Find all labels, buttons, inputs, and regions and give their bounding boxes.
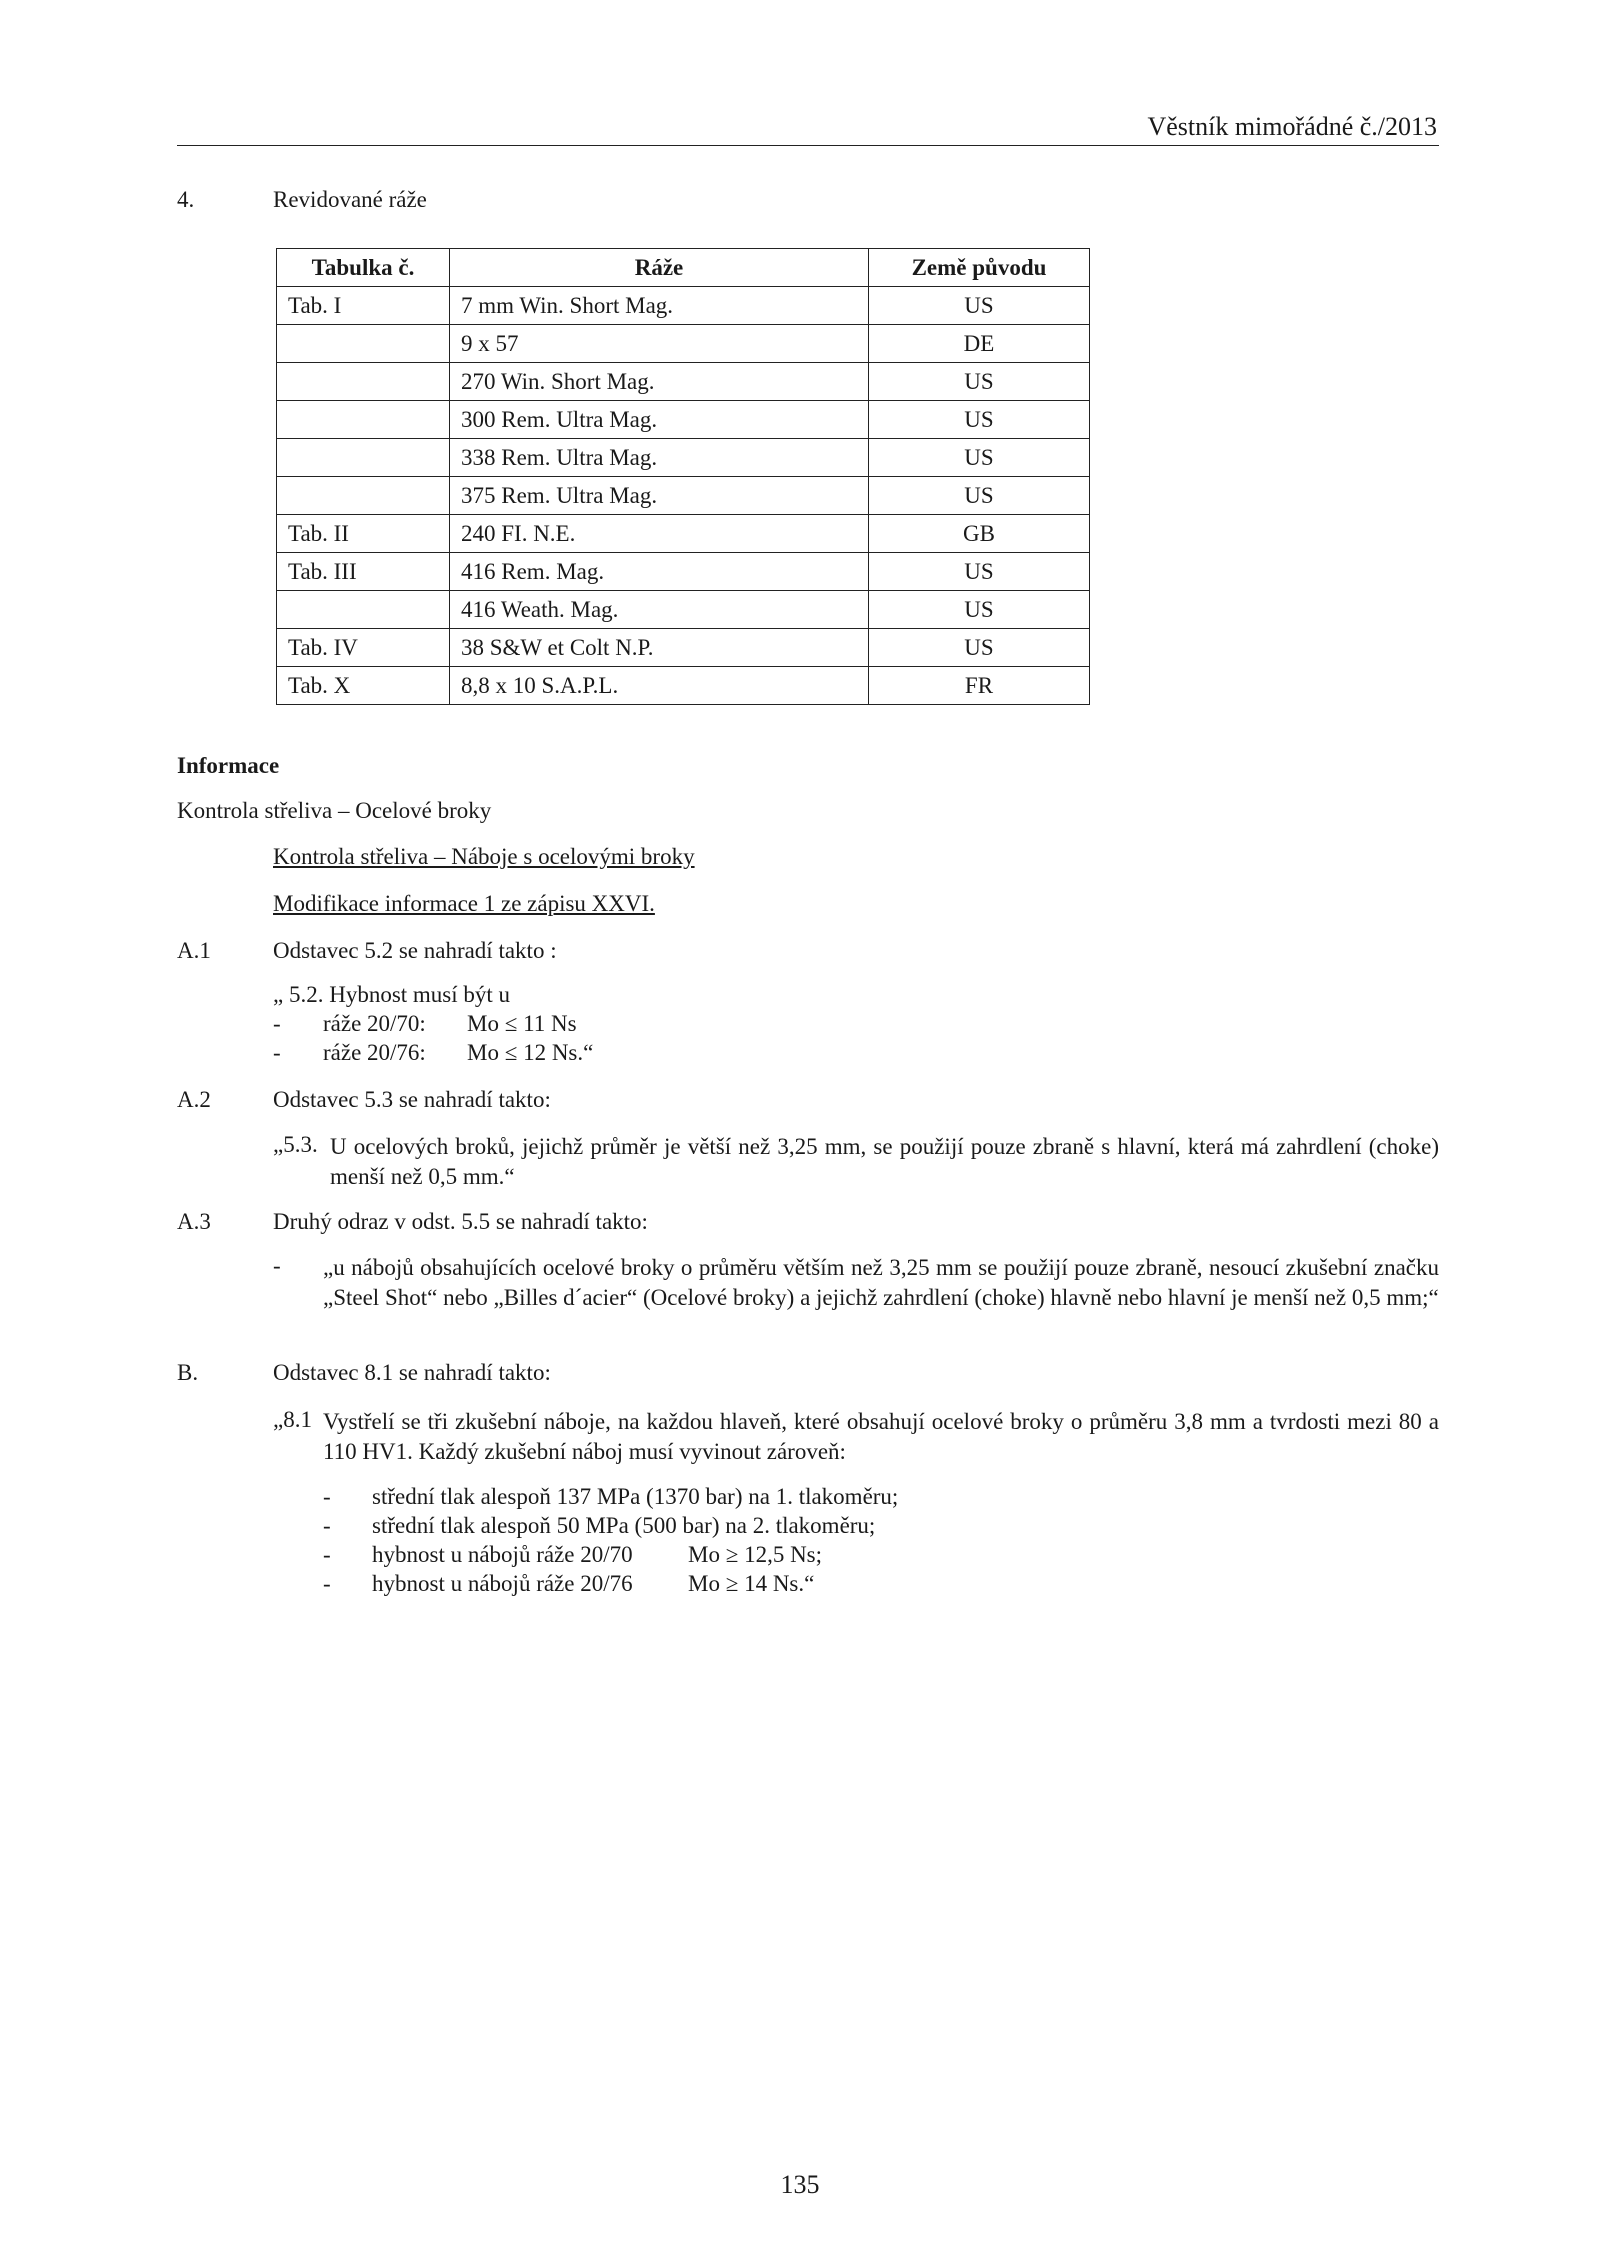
- a2-label: A.2: [177, 1087, 211, 1112]
- cell-calibre: 416 Rem. Mag.: [450, 553, 869, 591]
- table-row: [277, 667, 1090, 705]
- a3-text: Druhý odraz v odst. 5.5 se nahradí takto:: [273, 1209, 648, 1234]
- cell-calibre: 7 mm Win. Short Mag.: [450, 287, 869, 325]
- a2-quote-text: U ocelových broků, jejichž průměr je větší než 3,25 mm, se použijí pouze zbraně s hlavní, která má zahrdlení (choke) menší než 0,5 mm.“: [330, 1134, 1439, 1189]
- a2-text: Odstavec 5.3 se nahradí takto:: [273, 1087, 551, 1112]
- cell-calibre: 240 FI. N.E.: [450, 515, 869, 553]
- a1-value: Mo ≤ 12 Ns.“: [467, 1040, 594, 1065]
- cell-table-no: [277, 325, 450, 363]
- a1-quote-line: „ 5.2. Hybnost musí být u: [273, 982, 511, 1007]
- cell-country: US: [869, 477, 1090, 515]
- b-item-text: střední tlak alespoň 50 MPa (500 bar) na 2. tlakoměru;: [372, 1513, 876, 1538]
- cell-country: US: [869, 553, 1090, 591]
- cell-table-no: [277, 439, 450, 477]
- b-label: B.: [177, 1360, 199, 1385]
- table-row: [277, 401, 1090, 439]
- table-row: [277, 477, 1090, 515]
- cell-calibre: 9 x 57: [450, 325, 869, 363]
- column-header-calibre: Ráže: [450, 249, 869, 287]
- info-link-steel-shot[interactable]: Kontrola střeliva – Náboje s ocelovými broky: [273, 844, 695, 869]
- a3-quote-text: „u nábojů obsahujících ocelové broky o průměru větším než 3,25 mm se použijí pouze zbraně, nesoucí zkušební značku „Steel Shot“ nebo „Billes d´acier“ (Ocelové broky) a jejichž zahrdlení (choke) hlavně nebo hlavní je menší než 0,5 mm;“: [323, 1255, 1439, 1310]
- table-row: [277, 439, 1090, 477]
- b-item-dash: -: [323, 1513, 331, 1538]
- cell-country: US: [869, 629, 1090, 667]
- cell-calibre: 38 S&W et Colt N.P.: [450, 629, 869, 667]
- b-text: Odstavec 8.1 se nahradí takto:: [273, 1360, 551, 1385]
- page-number: 135: [780, 2170, 820, 2199]
- b-item-text: hybnost u nábojů ráže 20/70: [372, 1542, 633, 1567]
- cell-calibre: 375 Rem. Ultra Mag.: [450, 477, 869, 515]
- cell-table-no: Tab. X: [277, 667, 450, 705]
- b-item-value: Mo ≥ 12,5 Ns;: [688, 1542, 823, 1567]
- section-title: Revidované ráže: [273, 187, 427, 212]
- info-link-modification[interactable]: Modifikace informace 1 ze zápisu XXVI.: [273, 891, 655, 916]
- table-row: [277, 591, 1090, 629]
- cell-calibre: 300 Rem. Ultra Mag.: [450, 401, 869, 439]
- table-row: [277, 287, 1090, 325]
- b-quote-text: Vystřelí se tři zkušební náboje, na každou hlaveň, které obsahují ocelové broky o průměru 3,8 mm a tvrdosti mezi 80 a 110 HV1. Každý zkušební náboj musí vyvinout zároveň:: [323, 1409, 1439, 1464]
- info-heading: Informace: [177, 753, 280, 778]
- column-header-country: Země původu: [869, 249, 1090, 287]
- cell-table-no: Tab. II: [277, 515, 450, 553]
- cell-calibre: 270 Win. Short Mag.: [450, 363, 869, 401]
- cell-country: US: [869, 591, 1090, 629]
- b-item-text: střední tlak alespoň 137 MPa (1370 bar) na 1. tlakoměru;: [372, 1484, 899, 1509]
- cell-country: GB: [869, 515, 1090, 553]
- table-row: [277, 363, 1090, 401]
- table-row: [277, 325, 1090, 363]
- table-row: [277, 553, 1090, 591]
- cell-table-no: Tab. III: [277, 553, 450, 591]
- table-header-row: [277, 249, 1090, 287]
- cell-calibre: 416 Weath. Mag.: [450, 591, 869, 629]
- table-row: [277, 629, 1090, 667]
- cell-country: US: [869, 287, 1090, 325]
- calibre-table: [276, 248, 1090, 705]
- page-header-title: Věstník mimořádné č./2013: [1147, 112, 1437, 141]
- cell-table-no: Tab. IV: [277, 629, 450, 667]
- a1-value: Mo ≤ 11 Ns: [467, 1011, 577, 1036]
- cell-calibre: 8,8 x 10 S.A.P.L.: [450, 667, 869, 705]
- cell-country: US: [869, 363, 1090, 401]
- cell-table-no: [277, 591, 450, 629]
- cell-country: FR: [869, 667, 1090, 705]
- cell-table-no: Tab. I: [277, 287, 450, 325]
- info-subtitle: Kontrola střeliva – Ocelové broky: [177, 798, 492, 823]
- b-item-text: hybnost u nábojů ráže 20/76: [372, 1571, 633, 1596]
- column-header-table-no: Tabulka č.: [277, 249, 450, 287]
- cell-table-no: [277, 363, 450, 401]
- cell-table-no: [277, 477, 450, 515]
- a1-dash: -: [273, 1011, 281, 1036]
- b-item-dash: -: [323, 1542, 331, 1567]
- section-number: 4.: [177, 187, 195, 212]
- a3-label: A.3: [177, 1209, 211, 1234]
- cell-country: US: [869, 401, 1090, 439]
- cell-table-no: [277, 401, 450, 439]
- table-row: [277, 515, 1090, 553]
- cell-country: US: [869, 439, 1090, 477]
- a1-caliber: ráže 20/76:: [323, 1040, 426, 1065]
- a3-dash: -: [273, 1253, 281, 1278]
- a1-label: A.1: [177, 938, 211, 963]
- a1-caliber: ráže 20/70:: [323, 1011, 426, 1036]
- b-item-dash: -: [323, 1484, 331, 1509]
- header-divider: [177, 145, 1439, 146]
- a1-dash: -: [273, 1040, 281, 1065]
- b-quote-number: „8.1: [273, 1407, 312, 1432]
- a1-text: Odstavec 5.2 se nahradí takto :: [273, 938, 557, 963]
- cell-country: DE: [869, 325, 1090, 363]
- a2-quote-number: „5.3.: [273, 1132, 318, 1157]
- b-item-dash: -: [323, 1571, 331, 1596]
- b-item-value: Mo ≥ 14 Ns.“: [688, 1571, 815, 1596]
- cell-calibre: 338 Rem. Ultra Mag.: [450, 439, 869, 477]
